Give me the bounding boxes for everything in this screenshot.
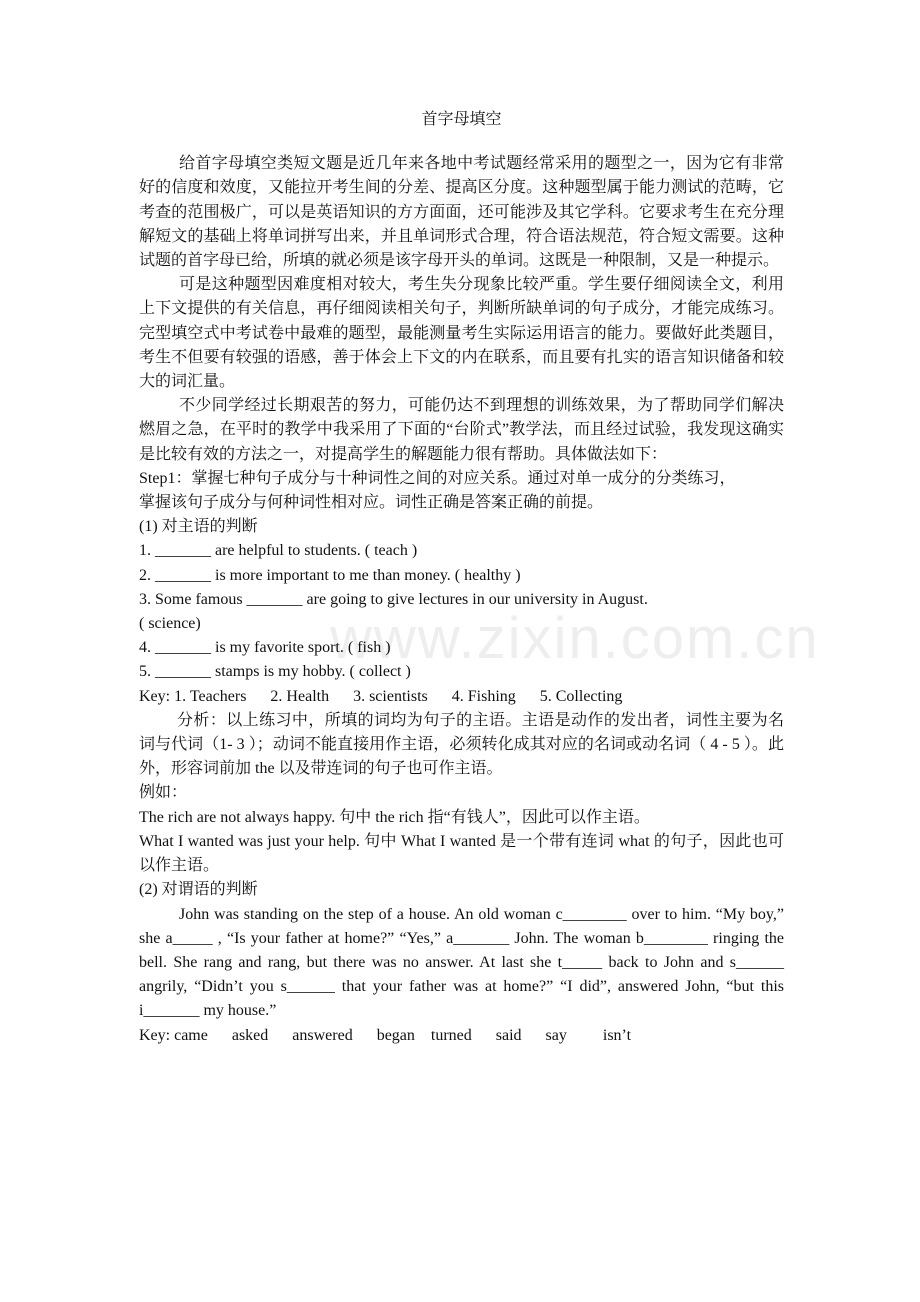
answer-key-subject: Key: 1. Teachers 2. Health 3. scientists 4. Fishing 5. Collecting: [139, 687, 623, 705]
exercise-line: 1. _______ are helpful to students. ( teach ): [139, 542, 418, 560]
exercise-line: 2. _______ is more important to me than money. ( healthy ): [139, 566, 521, 584]
cloze-passage: John was standing on the step of a house. An old woman c________ over to him. “My boy,” she a_____ , “Is your father at home?” “Yes,” a_______ John. The woman b________ ringing the bell. She rang and rang, but there was no answer. At last she t_____ back to John and s______ angrily, “Didn’t you s______ that your father was at home?” “I did”, answered John, “but this i_______ my house.”: [139, 905, 784, 1020]
paragraph-method: 不少同学经过长期艰苦的努力，可能仍达不到理想的训练效果，为了帮助同学们解决燃眉之急，在平时的教学中我采用了下面的“台阶式”教学法，而且经过试验，我发现这确实是比较有效的方法之一，对提高学生的解题能力很有帮助。具体做法如下：: [139, 397, 784, 463]
answer-key-predicate: Key: came asked answered began turned said say isn’t: [139, 1026, 632, 1044]
exercise-line: 5. _______ stamps is my hobby. ( collect ): [139, 663, 411, 681]
paragraph-intro: 给首字母填空类短文题是近几年来各地中考试题经常采用的题型之一，因为它有非常好的信度和效度，又能拉开考生间的分差、提高区分度。这种题型属于能力测试的范畴，它考查的范围极广，可以是英语知识的方方面面，还可能涉及其它学科。它要求考生在充分理解短文的基础上将单词拼写出来，并且单词形式合理，符合语法规范，符合短文需要。这种试题的首字母已给，所填的就必须是该字母开头的单词。这既是一种限制，又是一种提示。: [139, 155, 784, 270]
exercise-line: 4. _______ is my favorite sport. ( fish ): [139, 639, 391, 657]
exercise-line: 3. Some famous _______ are going to give lectures in our university in August.: [139, 590, 648, 608]
paragraph-difficulty: 可是这种题型因难度相对较大，考生失分现象比较严重。学生要仔细阅读全文，利用上下文提供的有关信息，再仔细阅读相关句子，判断所缺单词的句子成分，才能完成练习。完型填空式中考试卷中最难的题型，最能测量考生实际运用语言的能力。要做好此类题目，考生不但要有较强的语感，善于体会上下文的内在联系，而且要有扎实的语言知识储备和较大的词汇量。: [139, 276, 784, 391]
example-label: 例如：: [139, 784, 188, 802]
section-heading-predicate: (2) 对谓语的判断: [139, 881, 258, 899]
exercise-line: ( science): [139, 615, 201, 633]
step1-text-continued: 掌握该句子成分与何种词性相对应。词性正确是答案正确的前提。: [139, 494, 604, 512]
document-body: [139, 108, 784, 1048]
section-heading-subject: (1) 对主语的判断: [139, 518, 258, 536]
watermark: www.zixin.com.cn: [330, 606, 820, 671]
analysis-paragraph: 分析：以上练习中，所填的词均为句子的主语。主语是动作的发出者，词性主要为名词与代词（1- 3 ）；动词不能直接用作主语，必须转化成其对应的名词或动名词（ 4 - 5 ）。此外，形容词前加 the 以及带连词的句子也可作主语。: [139, 711, 784, 778]
example-sentence: What I wanted was just your help. 句中 What I wanted 是一个带有连词 what 的句子，因此也可以作主语。: [139, 832, 784, 875]
step1-text: Step1：掌握七种句子成分与十种词性之间的对应关系。通过对单一成分的分类练习，: [139, 469, 736, 487]
page-title: 首字母填空: [421, 111, 502, 128]
example-sentence: The rich are not always happy. 句中 the rich 指“有钱人”，因此可以作主语。: [139, 808, 650, 826]
